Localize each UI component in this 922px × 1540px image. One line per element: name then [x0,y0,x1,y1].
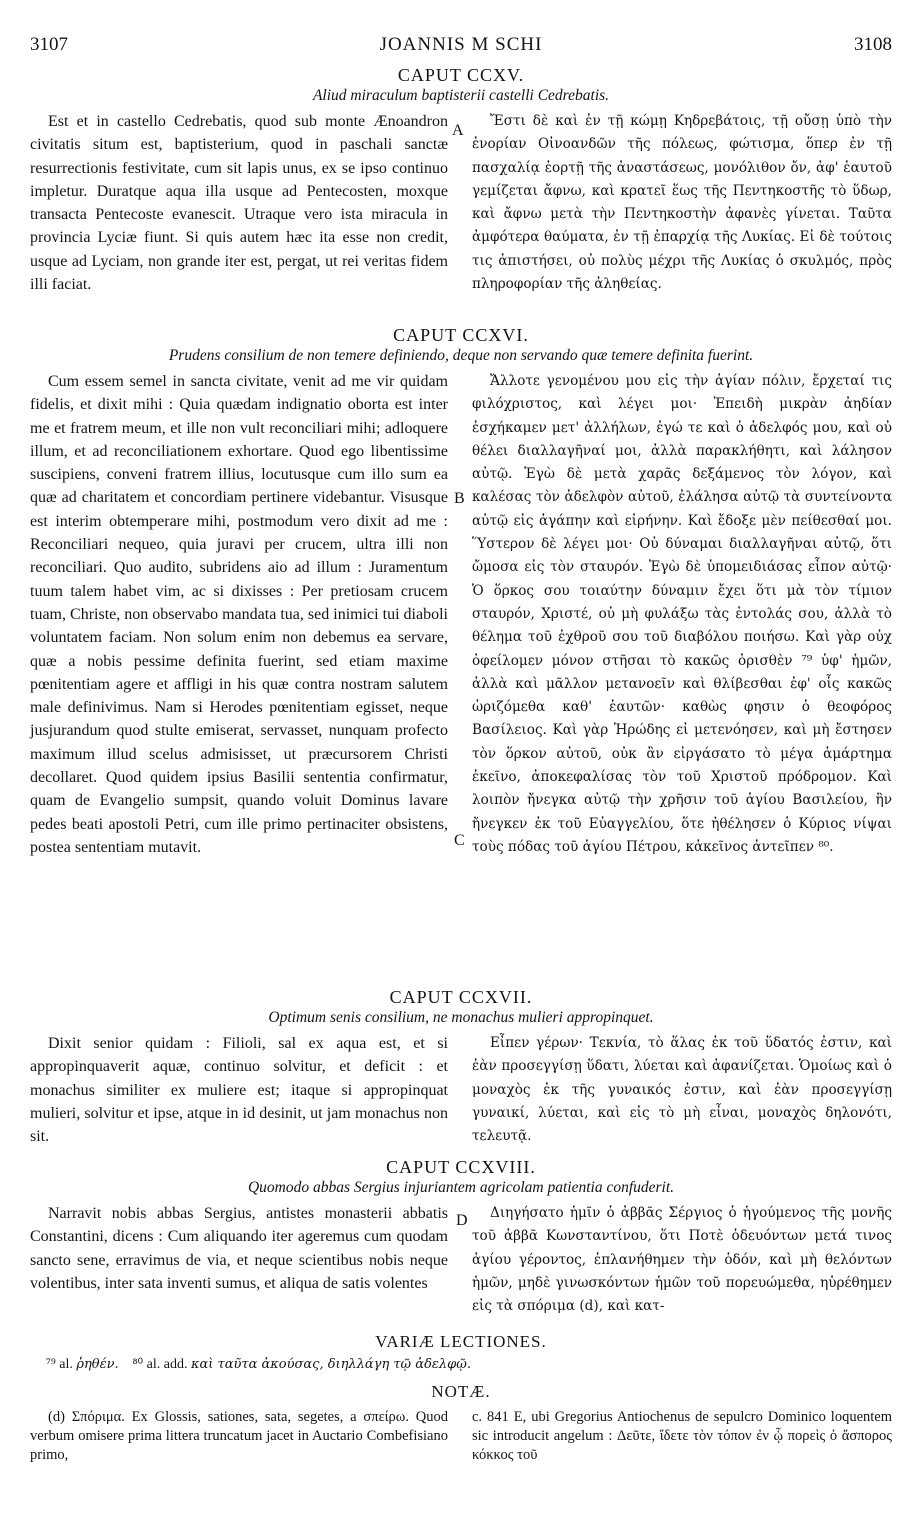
chapter-227-latin [30,1032,448,1148]
running-title: JOANNIS M SCHI [379,34,543,55]
chapter-subtitle: Aliud miraculum baptisterii castelli Cedrebatis. [312,87,610,104]
greek-text: Ἔστι δὲ καὶ ἐν τῇ κώμῃ Κηδρεβάτοις, τῇ οὔσῃ ὑπὸ τὴν ἐνορίαν Οἰνοανδῶν τῆς πόλεως, φώτισμα, ὅπερ ἐν τῇ πασχαλίᾳ ἑορτῇ τῆς ἀναστάσεως, μονόλιθον ὄν, ἀφ' ἑαυτοῦ γεμίζεται ἄφνω, καὶ κρατεῖ ἕως τῆς Πεντηκοστῆς τὸ ὕδωρ, καὶ ἄφνω μετὰ τὴν Πεντηκοστὴν ἀφανὲς γίνεται. Ταῦτα ἀμφότερα θαύματα, ἐν τῇ ἐπαρχίᾳ τῆς Λυκίας. Εἰ δὲ τούτοις τις ἀπιστήσει, οὐ πολὺς μέχρι τῆς Λυκίας ὁ σκυλμός, πρὸς πληροφορίαν τῆς ἀληθείας. [472,113,892,293]
latin-text: Cum essem semel in sancta civitate, venit ad me vir quidam fidelis, et dixit mihi : Quia quædam indignatio oborta est inter me et fratrem meum, et ille non vult reconciliari mihi; adloquere illum, et ad reconciliationem exhortare. Quod ego libentissime suscipiens, conveni fratrem illius, locutusque cum illo sum ea quæ ad charitatem et concordiam pertinere videbantur. Visusque est interim obtemperare mihi, postmodum vero dixit ad me : Reconciliari nequeo, quia juravi per crucem, ultra illi non reconciliari. Quo audito, subridens aio ad illum : Juramentum tuum talem habet vim, ac si dixisses : Per pretiosam crucem tuam, Christe, non observabo mandata tua, sed inimici tui diaboli voluntatem faciam. Non solum enim non debemus ea servare, quæ a nobis pessime definita fuerint, sed etiam maxime pœnitentiam agere et affligi in his quæ contra nostram salutem male definivimus. Nam si Herodes pœnitentiam egisset, neque jusjurandum quod stulte emiserat, servasset, nunquam profecto maximum illud scelus admisisset, ut præcursorem Christi decollaret. Quod quidem ipsius Basilii sententia confirmatur, quam de Evangelio sumpsit, quando voluit Dominus lavare pedes beati apostoli Petri, cum ille primo pertinaciter obsistens, postea sententiam mutavit. [30,373,448,856]
chapter-226-greek [472,370,892,859]
chapter-227-greek [472,1032,892,1148]
greek-text: Εἶπεν γέρων· Τεκνία, τὸ ἅλας ἐκ τοῦ ὕδατός ἐστιν, καὶ ἐὰν προσεγγίσῃ ὕδατι, λύεται καὶ ἀφανίζεται. Ὁμοίως καὶ ὁ μοναχὸς ἐκ τῆς γυναικός ἐστιν, καὶ ἐὰν προσεγγίσῃ γυναικί, λύεται, καὶ εἰς τὸ μὴ εἶναι, μοναχὸς δηλονότι, τελευτᾷ. [472,1035,892,1145]
margin-marker-b: B [454,490,465,507]
chapter-226-heading [0,324,922,366]
chapter-225-greek [472,110,892,296]
chapter-228-latin [30,1202,448,1295]
chapter-subtitle: Optimum senis consilium, ne monachus mulieri appropinquet. [268,1009,654,1026]
greek-text: Ἄλλοτε γενομένου μου εἰς τὴν ἁγίαν πόλιν, ἔρχεταί τις φιλόχριστος, καὶ λέγει μοι· Ἐπειδὴ μικρὰν ἀηδίαν ἐσχήκαμεν μετ' ἀλλήλων, ἐγώ τε καὶ ὁ ἀδελφός μου, καὶ οὐ θέλει διαλλαγῆναί μοι, ἀλλὰ παρακλήθητι, καὶ λάλησον αὐτῷ. Ἐγὼ δὲ μετὰ χαρᾶς δεξάμενος τὸν λόγον, καὶ καλέσας τὸν ἀδελφὸν αὐτοῦ, ἐλάλησα αὐτῷ τὰ συντείνοντα αὐτῷ εἰς ἀγάπην καὶ εἰρήνην. Καὶ ἔδοξε μὲν πείθεσθαί μοι. Ὕστερον δὲ λέγει μοι· Οὐ δύναμαι διαλλαγῆναι αὐτῷ, ὅτι ὤμοσα εἰς τὸν σταυρόν. Ἐγὼ δὲ ὑπομειδιάσας εἶπον αὐτῷ· Ὁ ὅρκος σου τοιαύτην δύναμιν ἔχει ὅτι μὰ τὸν τίμιον σταυρόν, Χριστέ, οὐ μὴ φυλάξω τὰς ἐντολάς σου, ἀλλὰ τὸ θέλημα τοῦ ἐχθροῦ σου τοῦ διαβόλου ποιήσω. Καὶ γὰρ οὐχ ὀφείλομεν μόνον στῆσαι τὸ κακῶς ὁρισθὲν ⁷⁹ ὑφ' ἡμῶν, ἀλλὰ καὶ μᾶλλον μετανοεῖν καὶ θλίβεσθαι ἐφ' οἷς κακῶς ὡριζόμεθα καθ' ἑαυτῶν· καθὼς φησιν ὁ θεοφόρος Βασίλειος. Καὶ γὰρ Ἡρώδης εἰ μετενόησεν, καὶ μὴ ἔστησεν τὸν ὅρκον αὐτοῦ, οὐκ ἂν εἰργάσατο τὸ μέγα ἁμάρτημα ἐκεῖνο, ἀποκεφαλίσας τὸν τοῦ Χριστοῦ πρόδρομον. Καὶ λοιπὸν ἤνεγκα αὐτῷ τὴν χρῆσιν τοῦ ἁγίου Βασιλείου, ἣν ἤνεγκεν ἐκ τοῦ Εὐαγγελίου, ὅτε ἠθέλησεν ὁ Κύριος νίψαι τοὺς πόδας τοῦ ἁγίου Πέτρου, κἀκεῖνος ἀντεῖπεν ⁸⁰. [472,373,892,855]
page-number-left: 3107 [30,34,68,55]
latin-text: Est et in castello Cedrebatis, quod sub monte Ænoandron civitatis situm est, baptisterium, quod in paschali sanctæ resurrectionis festivitate, cum sit lapis unus, ex se ipso continuo impletur. Duratque aqua illa usque ad Pentecosten, moxque transacta Pentecoste evanescit. Utraque vero ista miracula in provincia Lyciæ fiunt. Si quis autem hæc ita esse non credit, usque ad Lyciam, non grande iter est, pergat, ut rei veritas fidem illi faciat. [30,113,448,294]
notes-left-column [30,1408,448,1465]
variant-80-text: καὶ ταῦτα ἀκούσας, διηλλάγη τῷ ἀδελφῷ. [190,1357,471,1372]
chapter-226-latin [30,370,448,859]
chapter-subtitle: Quomodo abbas Sergius injuriantem agricolam patientia confuderit. [247,1179,675,1196]
variant-79-label: ⁷⁹ al. [46,1357,73,1372]
latin-text: Narravit nobis abbas Sergius, antistes monasterii abbatis Constantini, dicens : Cum aliquando iter ageremus cum quodam sancto sene, erravimus de via, et neque scientibus nobis neque volentibus, inter sata inventi sumus, et aliqua de satis volentes [30,1205,448,1292]
notae-heading: NOTÆ. [431,1382,491,1401]
variae-lectiones-heading: VARIÆ LECTIONES. [375,1332,547,1351]
chapter-228-heading [0,1156,922,1198]
running-head [30,34,892,58]
notes-right-column [472,1408,892,1465]
greek-text: Διηγήσατο ἡμῖν ὁ ἀββᾶς Σέργιος ὁ ἡγούμενος τῆς μονῆς τοῦ ἀββᾶ Κωνσταντίνου, ὅτι Ποτὲ ὁδευόντων μετά τινος ἁγίου γέροντος, ἐπλανήθημεν τὴν ὁδόν, καὶ μὴ θελόντων ἡμῶν, μηδὲ γινωσκόντων ἡμῶν τοῦ πορευώμεθα, ηὑρέθημεν εἰς τὰ σπόριμα (d), καὶ κατ- [472,1205,892,1315]
variant-79-text: ῥηθέν. [76,1357,119,1372]
chapter-title: CAPUT CCXVIII. [386,1157,536,1177]
chapter-title: CAPUT CCXVII. [389,987,533,1007]
variae-lectiones-line [46,1356,892,1373]
chapter-title: CAPUT CCXVI. [393,325,529,345]
latin-text: Dixit senior quidam : Filioli, sal ex aqua est, et si appropinquaverit aquæ, continuo solvitur, et deficit : et monachus similiter ex muliere est; itaque si appropinquat mulieri, solvitur et ipse, atque in id desinit, ut jam monachus non sit. [30,1035,448,1146]
chapter-title: CAPUT CCXV. [397,65,525,85]
margin-marker-a: A [452,122,464,139]
page-number-right: 3108 [854,34,892,55]
chapter-225-heading [0,64,922,106]
chapter-227-heading [0,986,922,1028]
note-d-text: (d) Σπόριμα. Ex Glossis, sationes, sata, segetes, a σπείρω. Quod verbum omisere prima littera truncatum jacet in Auctario Combefisiano primo, [30,1409,448,1463]
note-d-continuation: c. 841 E, ubi Gregorius Antiochenus de sepulcro Dominico loquentem sic introducit angelum : Δεῦτε, ἴδετε τὸν τόπον ἐν ᾧ πορεὶς ὁ ἄσπορος κόκκος τοῦ [472,1409,892,1463]
variant-80-label: ⁸⁰ al. add. [132,1357,188,1372]
chapter-225-latin [30,110,448,296]
chapter-228-greek [472,1202,892,1318]
chapter-subtitle: Prudens consilium de non temere definiendo, deque non servando quæ temere definita fuerint. [168,347,754,364]
margin-marker-d: D [456,1212,468,1229]
margin-marker-c: C [454,832,465,849]
